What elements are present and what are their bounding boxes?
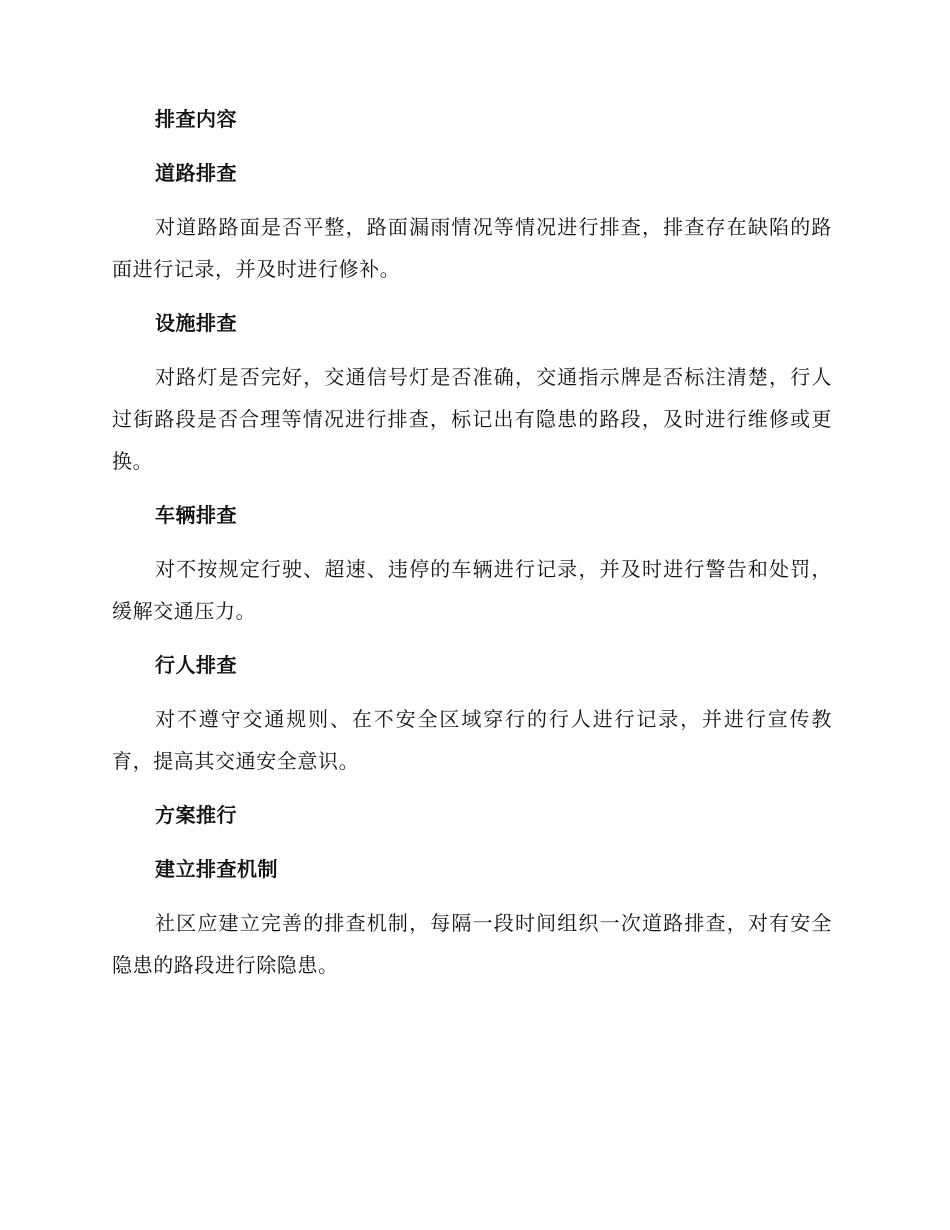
paragraph-vehicle-inspection: 对不按规定行驶、超速、违停的车辆进行记录，并及时进行警告和处罚，缓解交通压力。 (112, 557, 832, 623)
heading-establish-mechanism: 建立排查机制 (155, 857, 278, 881)
paragraph-pedestrian-inspection: 对不遵守交通规则、在不安全区域穿行的行人进行记录，并进行宣传教育，提高其交通安全意识。 (112, 707, 832, 773)
heading-facility-inspection: 设施排查 (155, 311, 237, 335)
paragraph-facility-inspection: 对路灯是否完好，交通信号灯是否准确，交通指示牌是否标注清楚，行人过街路段是否合理等情况进行排查，标记出有隐患的路段，及时进行维修或更换。 (112, 365, 832, 473)
document-page (112, 104, 832, 1004)
heading-inspection-content: 排查内容 (155, 107, 237, 131)
paragraph-establish-mechanism: 社区应建立完善的排查机制，每隔一段时间组织一次道路排查，对有安全隐患的路段进行除隐患。 (112, 911, 832, 977)
paragraph-road-inspection: 对道路路面是否平整，路面漏雨情况等情况进行排查，排查存在缺陷的路面进行记录，并及时进行修补。 (112, 215, 832, 281)
heading-pedestrian-inspection: 行人排查 (155, 653, 237, 677)
heading-road-inspection: 道路排查 (155, 161, 237, 185)
heading-vehicle-inspection: 车辆排查 (155, 503, 237, 527)
heading-plan-implementation: 方案推行 (155, 803, 237, 827)
